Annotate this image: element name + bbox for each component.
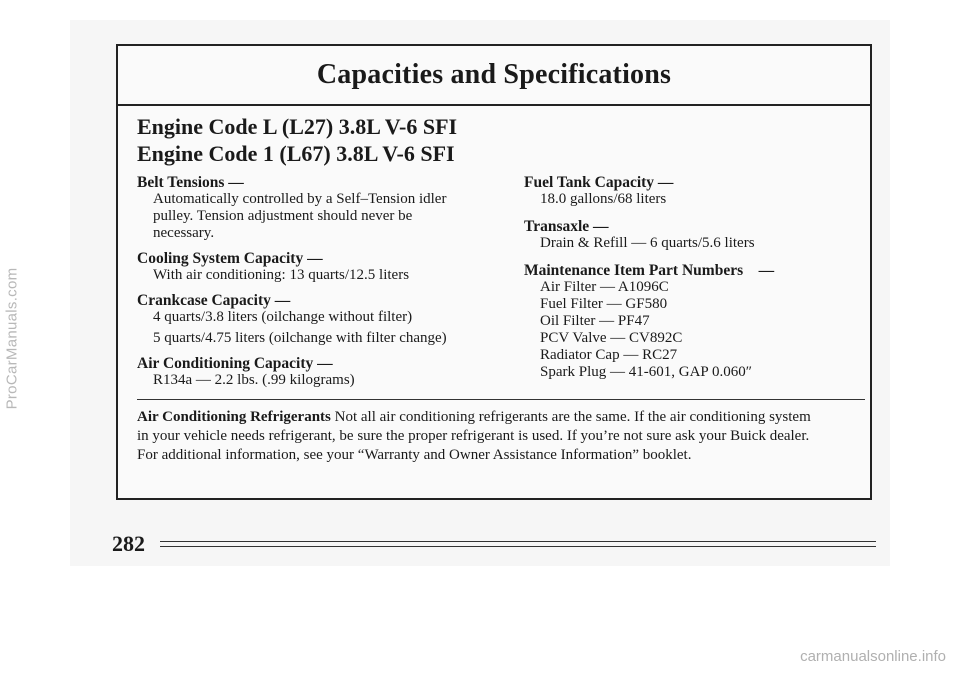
spec-heading: Fuel Tank Capacity —: [524, 174, 674, 191]
title-bar: [118, 46, 870, 106]
side-watermark-text: ProCarManuals.com: [3, 267, 21, 409]
cooling-system-spec: [137, 250, 507, 284]
crankcase-spec: [137, 292, 507, 347]
belt-tensions-spec: [137, 174, 507, 242]
transaxle-spec: [524, 218, 864, 252]
spec-heading: Crankcase Capacity —: [137, 292, 291, 309]
footer-rule: [160, 541, 876, 542]
part-number-item: Fuel Filter — GF580: [540, 296, 668, 312]
right-spec-column: [524, 174, 864, 381]
note-heading: Air Conditioning Refrigerants: [137, 409, 331, 425]
specifications-box: [116, 44, 872, 500]
part-number-item: Oil Filter — PF47: [540, 313, 650, 329]
part-number-item: Radiator Cap — RC27: [540, 347, 678, 363]
side-watermark: [0, 0, 24, 676]
note-text: Not all air conditioning refrigerants are the same. If the air conditioning system: [334, 409, 811, 425]
page-title: Capacities and Specifications: [316, 59, 672, 90]
spec-text: 4 quarts/3.8 liters (oilchange without filter): [153, 309, 413, 325]
part-number-item: Spark Plug — 41-601, GAP 0.060″: [540, 364, 752, 380]
engine-code-1: Engine Code 1 (L67) 3.8L V-6 SFI: [137, 141, 455, 166]
spec-heading: Transaxle —: [524, 218, 609, 235]
note-text: in your vehicle needs refrigerant, be sure the proper refrigerant is used. If you’re not sure ask your Buick dealer.: [137, 428, 810, 444]
bottom-watermark: carmanualsonline.info: [800, 648, 946, 665]
fuel-tank-spec: [524, 174, 864, 208]
section-divider: [137, 399, 865, 400]
spec-text: With air conditioning: 13 quarts/12.5 liters: [153, 267, 410, 283]
spec-heading: Maintenance Item Part Numbers —: [524, 262, 775, 279]
spec-text: 18.0 gallons/68 liters: [540, 191, 667, 207]
spec-heading: Belt Tensions —: [137, 174, 244, 191]
spec-text: necessary.: [153, 225, 215, 241]
part-number-item: PCV Valve — CV892C: [540, 330, 683, 346]
left-spec-column: [137, 174, 507, 389]
spec-text: Automatically controlled by a Self–Tension idler: [153, 191, 447, 207]
part-numbers-spec: [524, 262, 864, 381]
spec-text: R134a — 2.2 lbs. (.99 kilograms): [153, 372, 355, 388]
air-conditioning-spec: [137, 355, 507, 389]
spec-text: Drain & Refill — 6 quarts/5.6 liters: [540, 235, 755, 251]
spec-heading: Cooling System Capacity —: [137, 250, 323, 267]
part-number-item: Air Filter — A1096C: [540, 279, 669, 295]
spec-text: 5 quarts/4.75 liters (oilchange with filter change): [153, 330, 447, 346]
note-text: For additional information, see your “Warranty and Owner Assistance Information” booklet.: [137, 447, 692, 463]
spec-text: pulley. Tension adjustment should never be: [153, 208, 413, 224]
footer-rule: [160, 546, 876, 547]
page-number: 282: [112, 531, 145, 556]
engine-code-l: Engine Code L (L27) 3.8L V-6 SFI: [137, 114, 458, 139]
spec-heading: Air Conditioning Capacity —: [137, 355, 333, 372]
refrigerant-note: [137, 408, 869, 465]
